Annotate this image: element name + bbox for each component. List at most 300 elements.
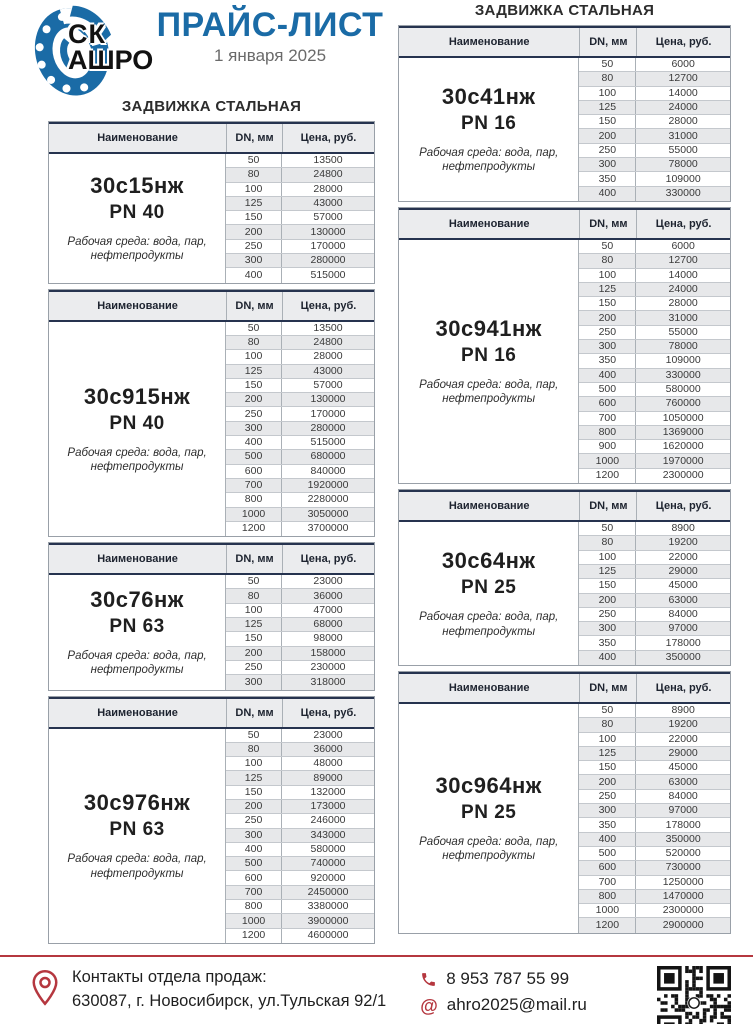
table-row bbox=[579, 608, 730, 622]
table-row bbox=[579, 622, 730, 636]
dn-cell: 300 bbox=[226, 254, 282, 267]
dn-cell: 400 bbox=[579, 369, 636, 382]
price-cell: 97000 bbox=[668, 622, 698, 635]
table-row bbox=[226, 465, 374, 479]
price-cell: 515000 bbox=[310, 269, 346, 282]
dn-cell: 700 bbox=[579, 876, 636, 889]
table-row bbox=[579, 651, 730, 665]
dn-cell: 100 bbox=[226, 183, 282, 196]
dn-cell: 250 bbox=[226, 240, 282, 253]
price-cell: 28000 bbox=[313, 350, 343, 363]
email-address: ahro2025@mail.ru bbox=[446, 995, 587, 1015]
table-row bbox=[226, 479, 374, 493]
price-cell: 1369000 bbox=[662, 425, 704, 438]
dn-cell: 50 bbox=[579, 522, 636, 535]
column-header-name: Наименование bbox=[97, 132, 178, 144]
dn-cell: 500 bbox=[579, 383, 636, 396]
table-row bbox=[579, 383, 730, 397]
table-row bbox=[226, 900, 374, 914]
price-cell: 22000 bbox=[668, 732, 698, 745]
price-cell: 246000 bbox=[310, 814, 346, 827]
price-cell: 173000 bbox=[310, 800, 346, 813]
table-body bbox=[49, 575, 374, 689]
price-cell: 12700 bbox=[668, 72, 698, 85]
price-cell: 3380000 bbox=[307, 900, 349, 913]
price-cell: 170000 bbox=[310, 407, 346, 420]
dn-cell: 100 bbox=[226, 350, 282, 363]
price-cell: 740000 bbox=[310, 857, 346, 870]
dn-cell: 800 bbox=[579, 426, 636, 439]
dn-cell: 250 bbox=[579, 326, 636, 339]
column-header-price: Цена, руб. bbox=[636, 674, 730, 702]
table-row bbox=[579, 240, 730, 254]
table-rows bbox=[579, 58, 730, 201]
dn-cell: 1200 bbox=[226, 522, 282, 536]
contact-block bbox=[420, 966, 587, 1019]
column-header-name: Наименование bbox=[97, 299, 178, 312]
footer bbox=[0, 955, 753, 1024]
table-rows bbox=[226, 729, 374, 943]
table-row bbox=[226, 225, 374, 239]
document-header bbox=[140, 6, 400, 66]
dn-cell: 250 bbox=[579, 608, 636, 621]
price-cell: 78000 bbox=[668, 340, 698, 353]
table-row bbox=[579, 551, 730, 565]
table-rows bbox=[579, 704, 730, 933]
dn-cell: 150 bbox=[226, 379, 282, 392]
email-icon: @ bbox=[420, 995, 438, 1016]
dn-cell: 50 bbox=[579, 704, 636, 717]
price-cell: 28000 bbox=[313, 182, 343, 195]
dn-cell: 200 bbox=[579, 594, 636, 607]
dn-cell: 125 bbox=[226, 618, 282, 631]
table-row bbox=[579, 326, 730, 340]
price-cell: 2300000 bbox=[662, 904, 704, 917]
table-row bbox=[226, 365, 374, 379]
price-cell: 1470000 bbox=[662, 889, 704, 902]
table-row bbox=[579, 636, 730, 650]
table-row bbox=[226, 729, 374, 743]
dn-cell: 400 bbox=[579, 651, 636, 665]
product-pn: PN 40 bbox=[109, 412, 165, 434]
dn-cell: 600 bbox=[226, 871, 282, 884]
price-cell: 23000 bbox=[313, 575, 343, 588]
dn-cell: 1000 bbox=[579, 904, 636, 917]
table-row bbox=[579, 412, 730, 426]
price-cell: 1920000 bbox=[307, 479, 349, 492]
price-cell: 55000 bbox=[668, 325, 698, 338]
dn-cell: 300 bbox=[226, 829, 282, 842]
column-header-price: Цена, руб. bbox=[282, 545, 374, 573]
price-cell: 47000 bbox=[313, 603, 343, 616]
price-cell: 330000 bbox=[665, 187, 701, 200]
table-body bbox=[399, 522, 730, 665]
price-cell: 178000 bbox=[665, 636, 701, 649]
table-row bbox=[579, 847, 730, 861]
table-row bbox=[579, 172, 730, 186]
dn-cell: 50 bbox=[579, 240, 636, 253]
price-cell: 132000 bbox=[310, 785, 346, 798]
price-cell: 760000 bbox=[665, 397, 701, 410]
table-row bbox=[226, 632, 374, 646]
price-cell: 350000 bbox=[665, 651, 701, 664]
table-row bbox=[226, 154, 374, 168]
product-pn: PN 25 bbox=[461, 577, 517, 599]
price-cell: 19200 bbox=[668, 536, 698, 549]
dn-cell: 125 bbox=[579, 101, 636, 114]
dn-cell: 125 bbox=[226, 771, 282, 784]
table-row bbox=[226, 393, 374, 407]
table-row bbox=[579, 579, 730, 593]
dn-cell: 700 bbox=[226, 479, 282, 492]
column-header-dn: DN, мм bbox=[579, 210, 636, 238]
table-rows bbox=[226, 575, 374, 689]
table-rows bbox=[226, 154, 374, 283]
table-row bbox=[579, 536, 730, 550]
dn-cell: 200 bbox=[226, 800, 282, 813]
table-row bbox=[579, 426, 730, 440]
table-row bbox=[226, 508, 374, 522]
dn-cell: 1000 bbox=[226, 914, 282, 927]
section-title-right: ЗАДВИЖКА СТАЛЬНАЯ bbox=[474, 2, 655, 19]
price-list-date: 1 января 2025 bbox=[213, 46, 327, 65]
section-title-left: ЗАДВИЖКА СТАЛЬНАЯ bbox=[121, 98, 302, 115]
dn-cell: 200 bbox=[226, 393, 282, 406]
dn-cell: 300 bbox=[579, 804, 636, 817]
price-cell: 109000 bbox=[665, 354, 701, 367]
table-header-row bbox=[399, 208, 730, 240]
table-row bbox=[226, 254, 374, 268]
column-header-name: Наименование bbox=[448, 217, 530, 230]
price-cell: 178000 bbox=[665, 818, 701, 831]
price-cell: 1050000 bbox=[662, 411, 704, 424]
product-note: Рабочая среда: вода, пар, нефтепродукты bbox=[419, 147, 559, 174]
table-body bbox=[399, 240, 730, 483]
table-row bbox=[226, 929, 374, 943]
table-row bbox=[226, 814, 374, 828]
price-cell: 57000 bbox=[313, 211, 343, 224]
table-row bbox=[579, 58, 730, 72]
phone-icon bbox=[420, 971, 437, 988]
price-table bbox=[48, 542, 375, 690]
dn-cell: 50 bbox=[226, 575, 282, 588]
dn-cell: 300 bbox=[579, 158, 636, 171]
column-header-price: Цена, руб. bbox=[282, 292, 374, 320]
dn-cell: 350 bbox=[579, 172, 636, 185]
dn-cell: 1200 bbox=[226, 929, 282, 943]
dn-cell: 125 bbox=[579, 747, 636, 760]
column-header-name: Наименование bbox=[448, 500, 530, 513]
table-row bbox=[579, 269, 730, 283]
table-row bbox=[579, 790, 730, 804]
price-cell: 29000 bbox=[668, 747, 698, 760]
price-cell: 920000 bbox=[310, 871, 346, 884]
page-title: ПРАЙС-ЛИСТ bbox=[156, 6, 384, 44]
price-cell: 680000 bbox=[310, 450, 346, 463]
column-header-price: Цена, руб. bbox=[636, 210, 730, 238]
table-row bbox=[579, 187, 730, 201]
price-cell: 280000 bbox=[310, 254, 346, 267]
price-cell: 130000 bbox=[310, 225, 346, 238]
table-row bbox=[579, 144, 730, 158]
product-name: 30с64нж bbox=[441, 548, 536, 574]
table-body bbox=[49, 322, 374, 536]
column-header-dn: DN, мм bbox=[226, 124, 282, 152]
price-cell: 43000 bbox=[313, 197, 343, 210]
dn-cell: 600 bbox=[579, 397, 636, 410]
table-row bbox=[579, 311, 730, 325]
price-cell: 36000 bbox=[313, 589, 343, 602]
price-cell: 8900 bbox=[671, 704, 695, 717]
column-header-dn: DN, мм bbox=[226, 699, 282, 727]
price-cell: 23000 bbox=[313, 728, 343, 741]
price-cell: 24000 bbox=[668, 101, 698, 114]
price-cell: 45000 bbox=[668, 579, 698, 592]
table-body bbox=[399, 58, 730, 201]
dn-cell: 400 bbox=[226, 436, 282, 449]
table-row bbox=[226, 618, 374, 632]
product-cell bbox=[49, 322, 226, 536]
dn-cell: 100 bbox=[579, 87, 636, 100]
price-cell: 1970000 bbox=[662, 454, 704, 467]
dn-cell: 400 bbox=[579, 187, 636, 201]
price-cell: 580000 bbox=[665, 383, 701, 396]
table-row bbox=[579, 876, 730, 890]
dn-cell: 250 bbox=[579, 790, 636, 803]
table-row bbox=[226, 871, 374, 885]
product-pn: PN 63 bbox=[109, 615, 165, 637]
product-cell bbox=[399, 240, 579, 483]
price-cell: 84000 bbox=[668, 789, 698, 802]
table-row bbox=[579, 775, 730, 789]
table-row bbox=[226, 757, 374, 771]
price-cell: 43000 bbox=[313, 364, 343, 377]
table-row bbox=[579, 469, 730, 483]
dn-cell: 500 bbox=[579, 847, 636, 860]
product-name: 30с15нж bbox=[90, 172, 184, 198]
dn-cell: 800 bbox=[226, 493, 282, 506]
price-cell: 230000 bbox=[310, 661, 346, 674]
dn-cell: 80 bbox=[226, 589, 282, 602]
table-row bbox=[226, 450, 374, 464]
dn-cell: 200 bbox=[579, 129, 636, 142]
product-name: 30с976нж bbox=[83, 790, 191, 816]
table-row bbox=[579, 129, 730, 143]
table-row bbox=[579, 283, 730, 297]
table-body bbox=[399, 704, 730, 933]
dn-cell: 50 bbox=[226, 729, 282, 742]
dn-cell: 350 bbox=[579, 818, 636, 831]
dn-cell: 250 bbox=[226, 661, 282, 674]
table-row bbox=[226, 336, 374, 350]
dn-cell: 50 bbox=[226, 154, 282, 167]
price-cell: 89000 bbox=[313, 771, 343, 784]
table-rows bbox=[579, 522, 730, 665]
price-cell: 2280000 bbox=[307, 493, 349, 506]
dn-cell: 125 bbox=[226, 197, 282, 210]
table-row bbox=[579, 397, 730, 411]
dn-cell: 150 bbox=[226, 211, 282, 224]
dn-cell: 100 bbox=[579, 551, 636, 564]
price-cell: 48000 bbox=[313, 757, 343, 770]
dn-cell: 500 bbox=[226, 450, 282, 463]
table-row bbox=[226, 661, 374, 675]
product-note: Рабочая среда: вода, пар, нефтепродукты bbox=[67, 235, 207, 263]
phone-row bbox=[420, 966, 587, 992]
left-tables bbox=[48, 121, 375, 944]
right-column bbox=[398, 2, 731, 939]
price-cell: 36000 bbox=[313, 742, 343, 755]
table-row bbox=[579, 565, 730, 579]
table-row bbox=[226, 168, 374, 182]
price-cell: 2300000 bbox=[662, 469, 704, 482]
table-row bbox=[226, 771, 374, 785]
dn-cell: 400 bbox=[579, 833, 636, 846]
table-rows bbox=[226, 322, 374, 536]
product-note: Рабочая среда: вода, пар, нефтепродукты bbox=[419, 611, 559, 638]
price-cell: 2900000 bbox=[662, 919, 704, 932]
dn-cell: 800 bbox=[579, 890, 636, 903]
price-table bbox=[398, 671, 731, 934]
table-row bbox=[579, 733, 730, 747]
dn-cell: 125 bbox=[579, 283, 636, 296]
price-cell: 28000 bbox=[668, 297, 698, 310]
product-pn: PN 63 bbox=[109, 819, 165, 841]
logo-line1: СК bbox=[68, 19, 106, 49]
product-cell bbox=[49, 154, 226, 283]
table-row bbox=[579, 158, 730, 172]
table-row bbox=[579, 440, 730, 454]
table-row bbox=[226, 493, 374, 507]
table-row bbox=[579, 101, 730, 115]
table-row bbox=[226, 743, 374, 757]
qr-code bbox=[657, 966, 731, 1024]
table-row bbox=[226, 647, 374, 661]
table-row bbox=[226, 211, 374, 225]
logo-line2: АШРО bbox=[68, 44, 154, 75]
dn-cell: 1200 bbox=[579, 918, 636, 932]
dn-cell: 1000 bbox=[226, 508, 282, 521]
product-cell bbox=[49, 729, 226, 943]
price-cell: 520000 bbox=[665, 847, 701, 860]
price-table bbox=[48, 121, 375, 284]
table-row bbox=[579, 297, 730, 311]
product-pn: PN 16 bbox=[461, 113, 517, 135]
price-cell: 31000 bbox=[668, 311, 698, 324]
column-header-name: Наименование bbox=[97, 553, 178, 566]
address-line: 630087, г. Новосибирск, ул.Тульская 92/1 bbox=[72, 991, 387, 1010]
price-cell: 45000 bbox=[668, 761, 698, 774]
price-cell: 31000 bbox=[668, 129, 698, 142]
dn-cell: 500 bbox=[226, 857, 282, 870]
table-row bbox=[579, 87, 730, 101]
dn-cell: 150 bbox=[226, 786, 282, 799]
price-cell: 24800 bbox=[313, 336, 343, 349]
dn-cell: 600 bbox=[579, 861, 636, 874]
product-cell bbox=[399, 522, 579, 665]
table-row bbox=[226, 829, 374, 843]
price-cell: 580000 bbox=[310, 843, 346, 856]
dn-cell: 700 bbox=[226, 886, 282, 899]
table-row bbox=[226, 422, 374, 436]
price-cell: 29000 bbox=[668, 565, 698, 578]
contacts-title: Контакты отдела продаж: bbox=[72, 968, 267, 986]
table-body bbox=[49, 729, 374, 943]
table-row bbox=[226, 786, 374, 800]
product-note: Рабочая среда: вода, пар, нефтепродукты bbox=[67, 649, 207, 677]
price-cell: 730000 bbox=[665, 861, 701, 874]
table-row bbox=[579, 833, 730, 847]
price-cell: 13500 bbox=[313, 154, 343, 167]
table-header-row bbox=[399, 26, 730, 58]
price-cell: 13500 bbox=[313, 321, 343, 334]
column-header-dn: DN, мм bbox=[579, 28, 636, 56]
table-row bbox=[226, 604, 374, 618]
table-row bbox=[226, 843, 374, 857]
address-text bbox=[72, 966, 386, 1014]
column-header-price: Цена, руб. bbox=[282, 699, 374, 727]
table-row bbox=[226, 914, 374, 928]
footer-content bbox=[0, 957, 753, 1024]
price-cell: 57000 bbox=[313, 379, 343, 391]
price-cell: 280000 bbox=[310, 421, 346, 434]
table-row bbox=[579, 890, 730, 904]
price-table bbox=[48, 696, 375, 944]
table-row bbox=[226, 197, 374, 211]
table-body bbox=[49, 154, 374, 283]
price-table bbox=[48, 289, 375, 537]
dn-cell: 80 bbox=[226, 743, 282, 756]
dn-cell: 80 bbox=[579, 72, 636, 85]
dn-cell: 400 bbox=[226, 843, 282, 856]
table-row bbox=[579, 369, 730, 383]
location-pin-icon bbox=[30, 968, 60, 1012]
price-table bbox=[398, 25, 731, 202]
price-cell: 2450000 bbox=[307, 885, 349, 898]
table-row bbox=[226, 379, 374, 393]
dn-cell: 400 bbox=[226, 268, 282, 282]
dn-cell: 50 bbox=[226, 322, 282, 335]
dn-cell: 50 bbox=[579, 58, 636, 71]
dn-cell: 100 bbox=[579, 733, 636, 746]
price-cell: 840000 bbox=[310, 464, 346, 477]
email-row bbox=[420, 992, 587, 1018]
table-row bbox=[226, 350, 374, 364]
price-cell: 12700 bbox=[668, 254, 698, 267]
column-header-price: Цена, руб. bbox=[636, 28, 730, 56]
dn-cell: 125 bbox=[579, 565, 636, 578]
column-header-name: Наименование bbox=[448, 681, 530, 694]
price-table bbox=[398, 489, 731, 666]
table-row bbox=[226, 800, 374, 814]
dn-cell: 150 bbox=[579, 579, 636, 592]
table-row bbox=[226, 589, 374, 603]
price-cell: 170000 bbox=[310, 239, 346, 252]
column-header-dn: DN, мм bbox=[226, 292, 282, 320]
table-row bbox=[579, 115, 730, 129]
product-cell bbox=[49, 575, 226, 689]
dn-cell: 150 bbox=[579, 297, 636, 310]
table-row bbox=[579, 761, 730, 775]
price-cell: 28000 bbox=[668, 115, 698, 128]
price-cell: 8900 bbox=[671, 522, 695, 535]
price-cell: 24800 bbox=[313, 168, 343, 181]
dn-cell: 80 bbox=[226, 336, 282, 349]
dn-cell: 600 bbox=[226, 465, 282, 478]
dn-cell: 200 bbox=[579, 775, 636, 788]
table-header-row bbox=[49, 697, 374, 729]
table-header-row bbox=[49, 122, 374, 154]
